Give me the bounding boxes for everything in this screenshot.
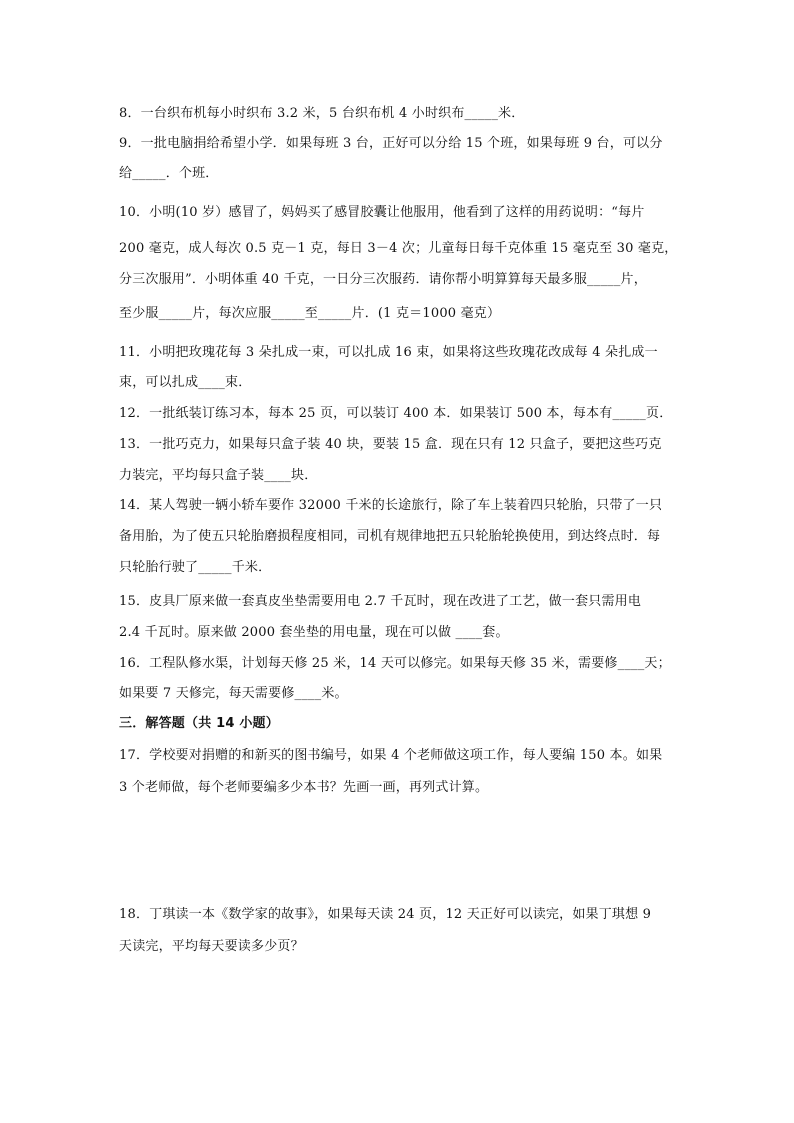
question-11-line-2: 束，可以扎成____束．: [119, 375, 252, 390]
question-14-line-2: 备用胎，为了使五只轮胎磨损程度相同，司机有规律地把五只轮胎轮换使用，到达终点时．每: [119, 529, 661, 544]
question-18-line-2: 天读完，平均每天要读多少页？: [119, 939, 304, 954]
section-title-answer-questions: 三．解答题（共 14 小题）: [119, 716, 279, 731]
question-10-line-1: 10．小明(10 岁）感冒了，妈妈买了感冒胶囊让他服用，他看到了这样的用药说明：“每片: [119, 205, 645, 220]
question-9-line-2: 给_____．个班．: [119, 166, 219, 181]
question-15-line-2: 2.4 千瓦时。原来做 2000 套坐垫的用电量，现在可以做 ____套。: [119, 625, 509, 640]
question-14-line-3: 只轮胎行驶了_____千米．: [119, 560, 272, 575]
question-8-line-1: 8．一台织布机每小时织布 3.2 米，5 台织布机 4 小时织布_____米．: [119, 106, 525, 121]
question-16-line-1: 16．工程队修水渠，计划每天修 25 米，14 天可以修完。如果每天修 35 米，需要修____天；: [119, 656, 671, 671]
question-13-line-2: 力装完，平均每只盒子装____块．: [119, 468, 318, 483]
question-11-line-1: 11．小明把玫瑰花每 3 朵扎成一束，可以扎成 16 束，如果将这些玫瑰花改成每 4 朵扎成一: [119, 345, 658, 360]
question-14-line-1: 14．某人驾驶一辆小轿车要作 32000 千米的长途旅行，除了车上装着四只轮胎，只带了一只: [119, 498, 663, 513]
question-10-line-4: 至少服_____片，每次应服_____至_____片．(1 克＝1000 毫克）: [119, 306, 501, 321]
question-9-line-1: 9．一批电脑捐给希望小学．如果每班 3 台，正好可以分给 15 个班，如果每班 9 台，可以分: [119, 136, 663, 151]
question-15-line-1: 15．皮具厂原来做一套真皮坐垫需要用电 2.7 千瓦时，现在改进了工艺，做一套只需用电: [119, 594, 642, 609]
question-10-line-2: 200 毫克，成人每次 0.5 克－1 克，每日 3－4 次；儿童每日每千克体重 15 毫克至 30 毫克，: [119, 241, 678, 256]
question-10-line-3: 分三次服用”．小明体重 40 千克，一日分三次服药．请你帮小明算算每天最多服_____片，: [119, 272, 647, 287]
question-12-line-1: 12．一批纸装订练习本，每本 25 页，可以装订 400 本．如果装订 500 本，每本有_____页．: [119, 406, 673, 421]
question-18-line-1: 18．丁琪读一本《数学家的故事》，如果每天读 24 页，12 天正好可以读完，如果丁琪想 9: [119, 907, 652, 922]
question-16-line-2: 如果要 7 天修完，每天需要修____米。: [119, 686, 348, 701]
question-17-line-1: 17．学校要对捐赠的和新买的图书编号，如果 4 个老师做这项工作，每人要编 150 本。如果: [119, 748, 663, 763]
question-13-line-1: 13．一批巧克力，如果每只盒子装 40 块，要装 15 盒．现在只有 12 只盒子，要把这些巧克: [119, 437, 662, 452]
question-17-line-2: 3 个老师做，每个老师要编多少本书？先画一画，再列式计算。: [119, 780, 489, 795]
